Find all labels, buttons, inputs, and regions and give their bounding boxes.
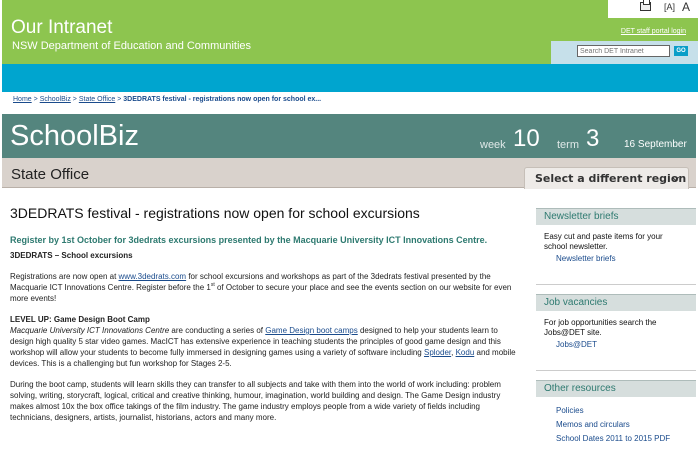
text: of October to secure your place and see the events section on our website for even more events! xyxy=(10,283,512,303)
memos-circulars-link[interactable]: Memos and circulars xyxy=(556,420,630,429)
jobs-heading: Job vacancies xyxy=(536,294,696,311)
article-subhead: 3DEDRATS – School excursions xyxy=(10,251,133,260)
policies-link[interactable]: Policies xyxy=(556,406,584,415)
text: Macquarie University ICT Innovations Centre xyxy=(10,326,170,335)
breadcrumb-separator: > xyxy=(33,96,38,103)
superscript: st xyxy=(210,282,215,288)
schoolbiz-banner xyxy=(2,114,696,158)
kodu-link[interactable]: Kodu xyxy=(455,348,475,357)
sidebar-resources xyxy=(536,380,696,446)
staff-portal-login-link[interactable]: DET staff portal login xyxy=(620,28,686,35)
site-title[interactable]: Our Intranet xyxy=(11,17,113,38)
article-paragraph-1 xyxy=(10,271,520,304)
article xyxy=(10,204,520,423)
select-region-label: Select a different region xyxy=(535,172,687,185)
sidebar-newsletter xyxy=(536,208,696,266)
breadcrumb-home[interactable]: Home xyxy=(13,96,32,103)
sidebar-jobs xyxy=(536,294,696,352)
breadcrumb-separator: > xyxy=(117,96,122,103)
text: are conducting a series of xyxy=(169,326,266,335)
newsletter-briefs-link[interactable]: Newsletter briefs xyxy=(556,254,616,263)
divider xyxy=(536,284,696,285)
font-size-small-button[interactable]: [A] xyxy=(664,2,676,12)
office-title: State Office xyxy=(11,166,90,183)
text: for school excursions and workshops as part of the 3dedrats festival presented by the Macquarie ICT Innovations Centre. Register before the 1 xyxy=(10,272,491,292)
week-label: week xyxy=(480,139,506,151)
resources-heading: Other resources xyxy=(536,380,696,397)
newsletter-heading: Newsletter briefs xyxy=(536,208,696,225)
article-title: 3DEDRATS festival - registrations now open for school excursions xyxy=(10,205,420,221)
breadcrumb-separator: > xyxy=(72,96,77,103)
issue-date: 16 September xyxy=(624,139,687,150)
site-header xyxy=(2,0,698,64)
text: Registrations are now open at xyxy=(10,272,119,281)
search-input[interactable] xyxy=(577,45,670,57)
school-dates-link[interactable]: School Dates 2011 to 2015 PDF xyxy=(556,434,671,443)
article-paragraph-3: During the boot camp, students will learn skills they can transfer to all subjects and take with them into the world of work including: problem solving, writing, storycraft, logical, critical and creative thinking, humour, imagination, world building and design. The Game Design industry makes almost 10x the box office takings of the film industry. The game industry employs people from a wide variety of fields including technicians, designers, artists, journalist, historians, actors and many more. xyxy=(10,380,501,422)
select-region-button[interactable] xyxy=(524,167,689,189)
game-design-bootcamps-link[interactable]: Game Design boot camps xyxy=(265,326,358,335)
breadcrumb-current: 3DEDRATS festival - registrations now open for school ex... xyxy=(123,96,322,103)
site-subtitle: NSW Department of Education and Communities xyxy=(12,40,252,52)
search-go-button[interactable]: GO xyxy=(674,46,688,56)
office-bar xyxy=(2,158,696,188)
font-size-large-button[interactable]: A xyxy=(682,0,691,14)
page-tools xyxy=(608,0,698,18)
nav-bar xyxy=(2,64,698,92)
term-label: term xyxy=(557,139,579,151)
breadcrumb xyxy=(13,96,321,103)
divider xyxy=(536,370,696,371)
article-paragraph-2 xyxy=(10,325,520,369)
newsletter-text: Easy cut and paste items for your school newsletter. xyxy=(544,232,663,251)
sploder-link[interactable]: Sploder xyxy=(423,348,452,357)
article-lead: Register by 1st October for 3dedrats excursions presented by the Macquarie University ICT Innovations Centre. xyxy=(10,235,488,245)
text: and mobile devices. This is a challenging but fun workshop for Stages 2-5. xyxy=(10,348,516,368)
term-number: 3 xyxy=(586,125,600,152)
breadcrumb-schoolbiz[interactable]: SchoolBiz xyxy=(39,96,71,103)
3dedrats-link[interactable]: www.3dedrats.com xyxy=(118,272,187,281)
schoolbiz-title: SchoolBiz xyxy=(10,120,139,152)
text: , xyxy=(451,348,456,357)
level-up-heading: LEVEL UP: Game Design Boot Camp xyxy=(10,315,150,324)
jobs-at-det-link[interactable]: Jobs@DET xyxy=(556,340,598,349)
week-number: 10 xyxy=(513,125,540,152)
search-box xyxy=(551,41,698,64)
printer-icon[interactable] xyxy=(640,2,651,11)
text: designed to help your students learn to design high quality 5 star video games. MacICT has extensive experience in teaching students the principles of good game design and this workshop will allow your students to become fully immersed in designing games using a variety of software including xyxy=(10,326,501,357)
jobs-text: For job opportunities search the Jobs@DET site. xyxy=(544,318,657,337)
breadcrumb-state-office[interactable]: State Office xyxy=(78,96,116,103)
